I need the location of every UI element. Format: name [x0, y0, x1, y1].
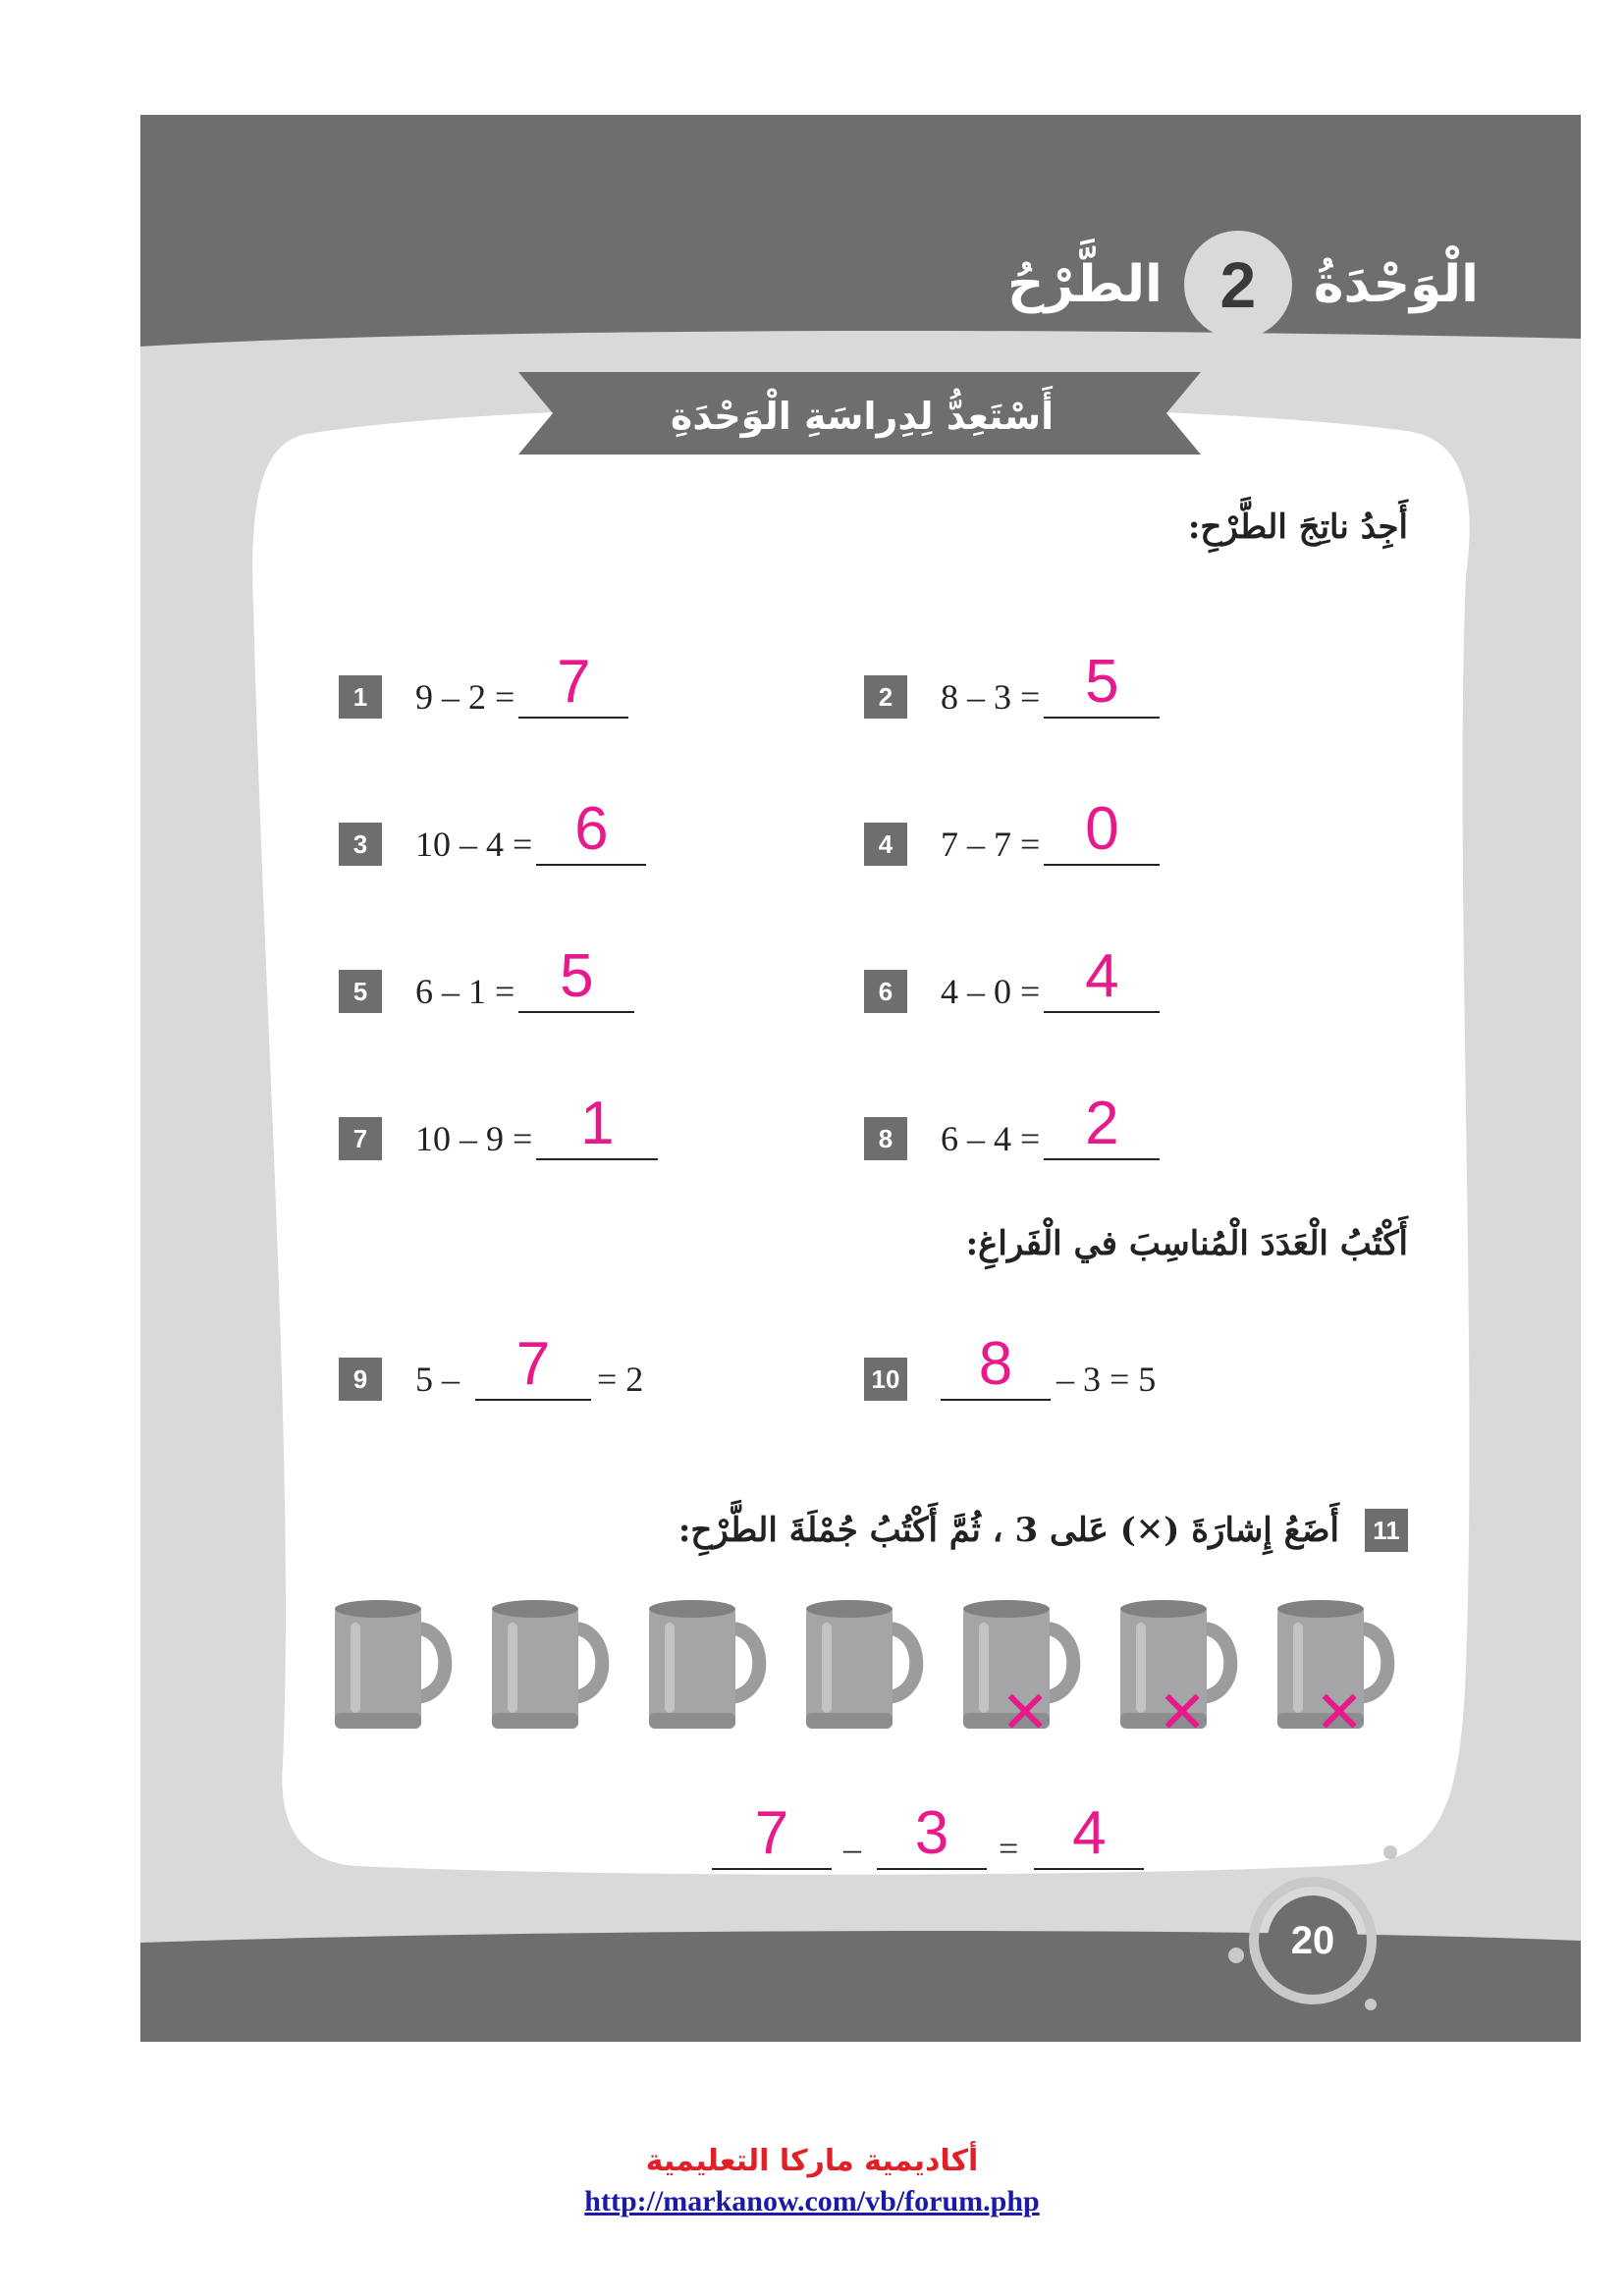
subtrahend-blank[interactable] [877, 1799, 987, 1870]
mug-icon [800, 1587, 928, 1744]
answer-value: 1 [580, 1090, 615, 1157]
equation: 6 – 4 = [941, 1119, 1041, 1158]
question-5 [339, 944, 634, 1013]
ribbon-title: أَسْتَعِدُّ لِدِراسَةِ الْوَحْدَةِ [670, 395, 1055, 438]
equation: 7 – 7 = [941, 825, 1041, 864]
mug-6[interactable] [1114, 1587, 1242, 1747]
question-3 [339, 797, 646, 866]
section2-instruction: أَكْتُبُ الْعَدَدَ الْمُناسِبَ في الْفَراغِ: [965, 1224, 1408, 1263]
answer-blank[interactable] [1044, 942, 1160, 1013]
answer-value: 6 [574, 795, 609, 863]
page-number: 20 [1290, 1918, 1335, 1962]
answer-blank[interactable] [475, 1330, 591, 1401]
question-7 [339, 1092, 658, 1160]
answer-value: 5 [560, 942, 594, 1010]
footer-academy: أكاديمية ماركا التعليمية [645, 2144, 979, 2178]
answer-value: 2 [1085, 1090, 1119, 1157]
mug-2[interactable] [486, 1587, 614, 1744]
cross-mark-icon: ✕ [1158, 1679, 1208, 1747]
mug-1[interactable] [329, 1587, 457, 1744]
cross-mark-icon: ✕ [1315, 1679, 1365, 1747]
equation: 6 – 1 = [415, 972, 515, 1011]
question-8 [864, 1092, 1160, 1160]
question-number: 11 [1365, 1509, 1408, 1552]
question-10 [864, 1332, 1156, 1401]
mug-3[interactable] [643, 1587, 771, 1744]
mug-4[interactable] [800, 1587, 928, 1744]
unit-name: الطَّرْحُ [1007, 255, 1163, 314]
answer-value: 0 [1085, 795, 1119, 863]
question-number: 8 [864, 1117, 907, 1160]
mug-icon [643, 1587, 771, 1744]
mug-icon [486, 1587, 614, 1744]
equation: 9 – 2 = [415, 677, 515, 717]
minus-sign: – [843, 1829, 861, 1868]
mug-icon [329, 1587, 457, 1744]
unit-number-badge: 2 [1184, 231, 1292, 339]
worksheet-page [140, 115, 1581, 2042]
equation-right: – 3 = 5 [1056, 1360, 1157, 1399]
answer-value: 4 [1085, 942, 1119, 1010]
mug-5[interactable] [957, 1587, 1085, 1747]
equation: 8 – 3 = [941, 677, 1041, 717]
equation: 10 – 4 = [415, 825, 533, 864]
unit-word: الْوَحْدَةُ [1313, 255, 1479, 314]
answer-value: 7 [515, 1330, 551, 1398]
difference-blank[interactable] [1034, 1799, 1144, 1870]
answer-blank[interactable] [536, 795, 646, 866]
question-number: 6 [864, 970, 907, 1013]
question-4 [864, 797, 1160, 866]
unit-heading [1007, 231, 1479, 339]
answer-value: 7 [557, 648, 591, 716]
difference-value: 4 [1072, 1799, 1107, 1867]
answer-blank[interactable] [518, 942, 634, 1013]
equals-sign: = [999, 1829, 1019, 1868]
answer-blank[interactable] [1044, 1090, 1160, 1160]
question-number: 5 [339, 970, 382, 1013]
answer-blank[interactable] [518, 648, 628, 719]
equation: 10 – 9 = [415, 1119, 533, 1158]
question-number: 2 [864, 675, 907, 719]
x-mark-icon: ✕ [1135, 1511, 1164, 1550]
equation: 4 – 0 = [941, 972, 1041, 1011]
question-2 [864, 650, 1160, 719]
question-number: 9 [339, 1358, 382, 1401]
answer-blank[interactable] [536, 1090, 658, 1160]
answer-blank[interactable] [1044, 795, 1160, 866]
cross-mark-icon: ✕ [1001, 1679, 1051, 1747]
section1-instruction: أَجِدُ ناتِجَ الطَّرْحِ: [1187, 507, 1408, 547]
footer-link[interactable]: http://markanow.com/vb/forum.php [584, 2185, 1040, 2217]
section3-instruction [678, 1509, 1408, 1552]
question-1 [339, 650, 628, 719]
question-number: 4 [864, 823, 907, 866]
answer-value: 8 [978, 1330, 1013, 1398]
subtrahend-value: 3 [914, 1799, 949, 1867]
subtraction-sentence [708, 1801, 1144, 1870]
minuend-blank[interactable] [712, 1799, 832, 1870]
answer-blank[interactable] [941, 1330, 1051, 1401]
question-number: 7 [339, 1117, 382, 1160]
minuend-value: 7 [754, 1799, 789, 1867]
question-number: 3 [339, 823, 382, 866]
mug-7[interactable] [1272, 1587, 1399, 1747]
equation-left: 5 – [415, 1360, 460, 1399]
question-number: 1 [339, 675, 382, 719]
answer-blank[interactable] [1044, 648, 1160, 719]
question-number: 10 [864, 1358, 907, 1401]
instruction-part-a: أَضَعُ إِشارَةَ ( [1164, 1511, 1339, 1550]
question-9 [339, 1332, 643, 1401]
instruction-part-b: ) عَلى 3 ، ثُمَّ أَكْتُبُ جُمْلَةَ الطَّرْحِ: [677, 1511, 1136, 1550]
answer-value: 5 [1085, 648, 1119, 716]
mug-row [329, 1587, 1399, 1747]
question-6 [864, 944, 1160, 1013]
equation-right: = 2 [597, 1360, 644, 1399]
